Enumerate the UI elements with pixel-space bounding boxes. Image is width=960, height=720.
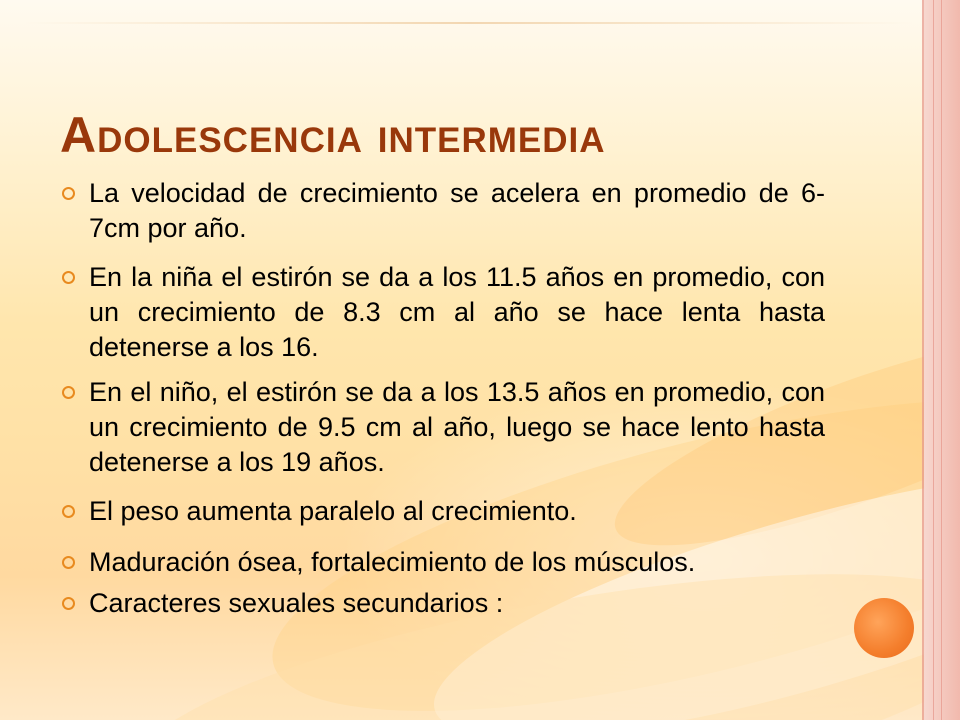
list-item	[60, 260, 825, 365]
border-line	[933, 0, 934, 720]
right-border-band	[924, 0, 960, 720]
bullet-text: Caracteres sexuales secundarios :	[89, 588, 504, 618]
bullet-text: En la niña el estirón se da a los 11.5 años en promedio, con un crecimiento de 8.3 cm al año se hace lenta hasta detenerse a los 16.	[89, 262, 825, 362]
top-rule	[24, 22, 914, 24]
circle-bullet-icon	[62, 556, 75, 569]
orange-circle-decoration	[854, 598, 914, 658]
bullet-text: La velocidad de crecimiento se acelera en promedio de 6-7cm por año.	[89, 178, 825, 243]
circle-bullet-icon	[62, 187, 75, 200]
list-item	[60, 586, 825, 621]
border-line	[941, 0, 942, 720]
border-line	[922, 0, 924, 720]
list-item	[60, 494, 825, 529]
circle-bullet-icon	[62, 505, 75, 518]
slide-title: Adolescencia intermedia	[60, 106, 606, 163]
circle-bullet-icon	[62, 271, 75, 284]
list-item	[60, 375, 825, 480]
circle-bullet-icon	[62, 597, 75, 610]
bullet-text: Maduración ósea, fortalecimiento de los músculos.	[89, 547, 696, 577]
bullet-list	[60, 176, 825, 621]
bullet-text: En el niño, el estirón se da a los 13.5 años en promedio, con un crecimiento de 9.5 cm al año, luego se hace lento hasta detenerse a los 19 años.	[89, 377, 825, 477]
bullet-text: El peso aumenta paralelo al crecimiento.	[89, 496, 577, 526]
circle-bullet-icon	[62, 386, 75, 399]
list-item	[60, 176, 825, 246]
list-item	[60, 545, 825, 580]
